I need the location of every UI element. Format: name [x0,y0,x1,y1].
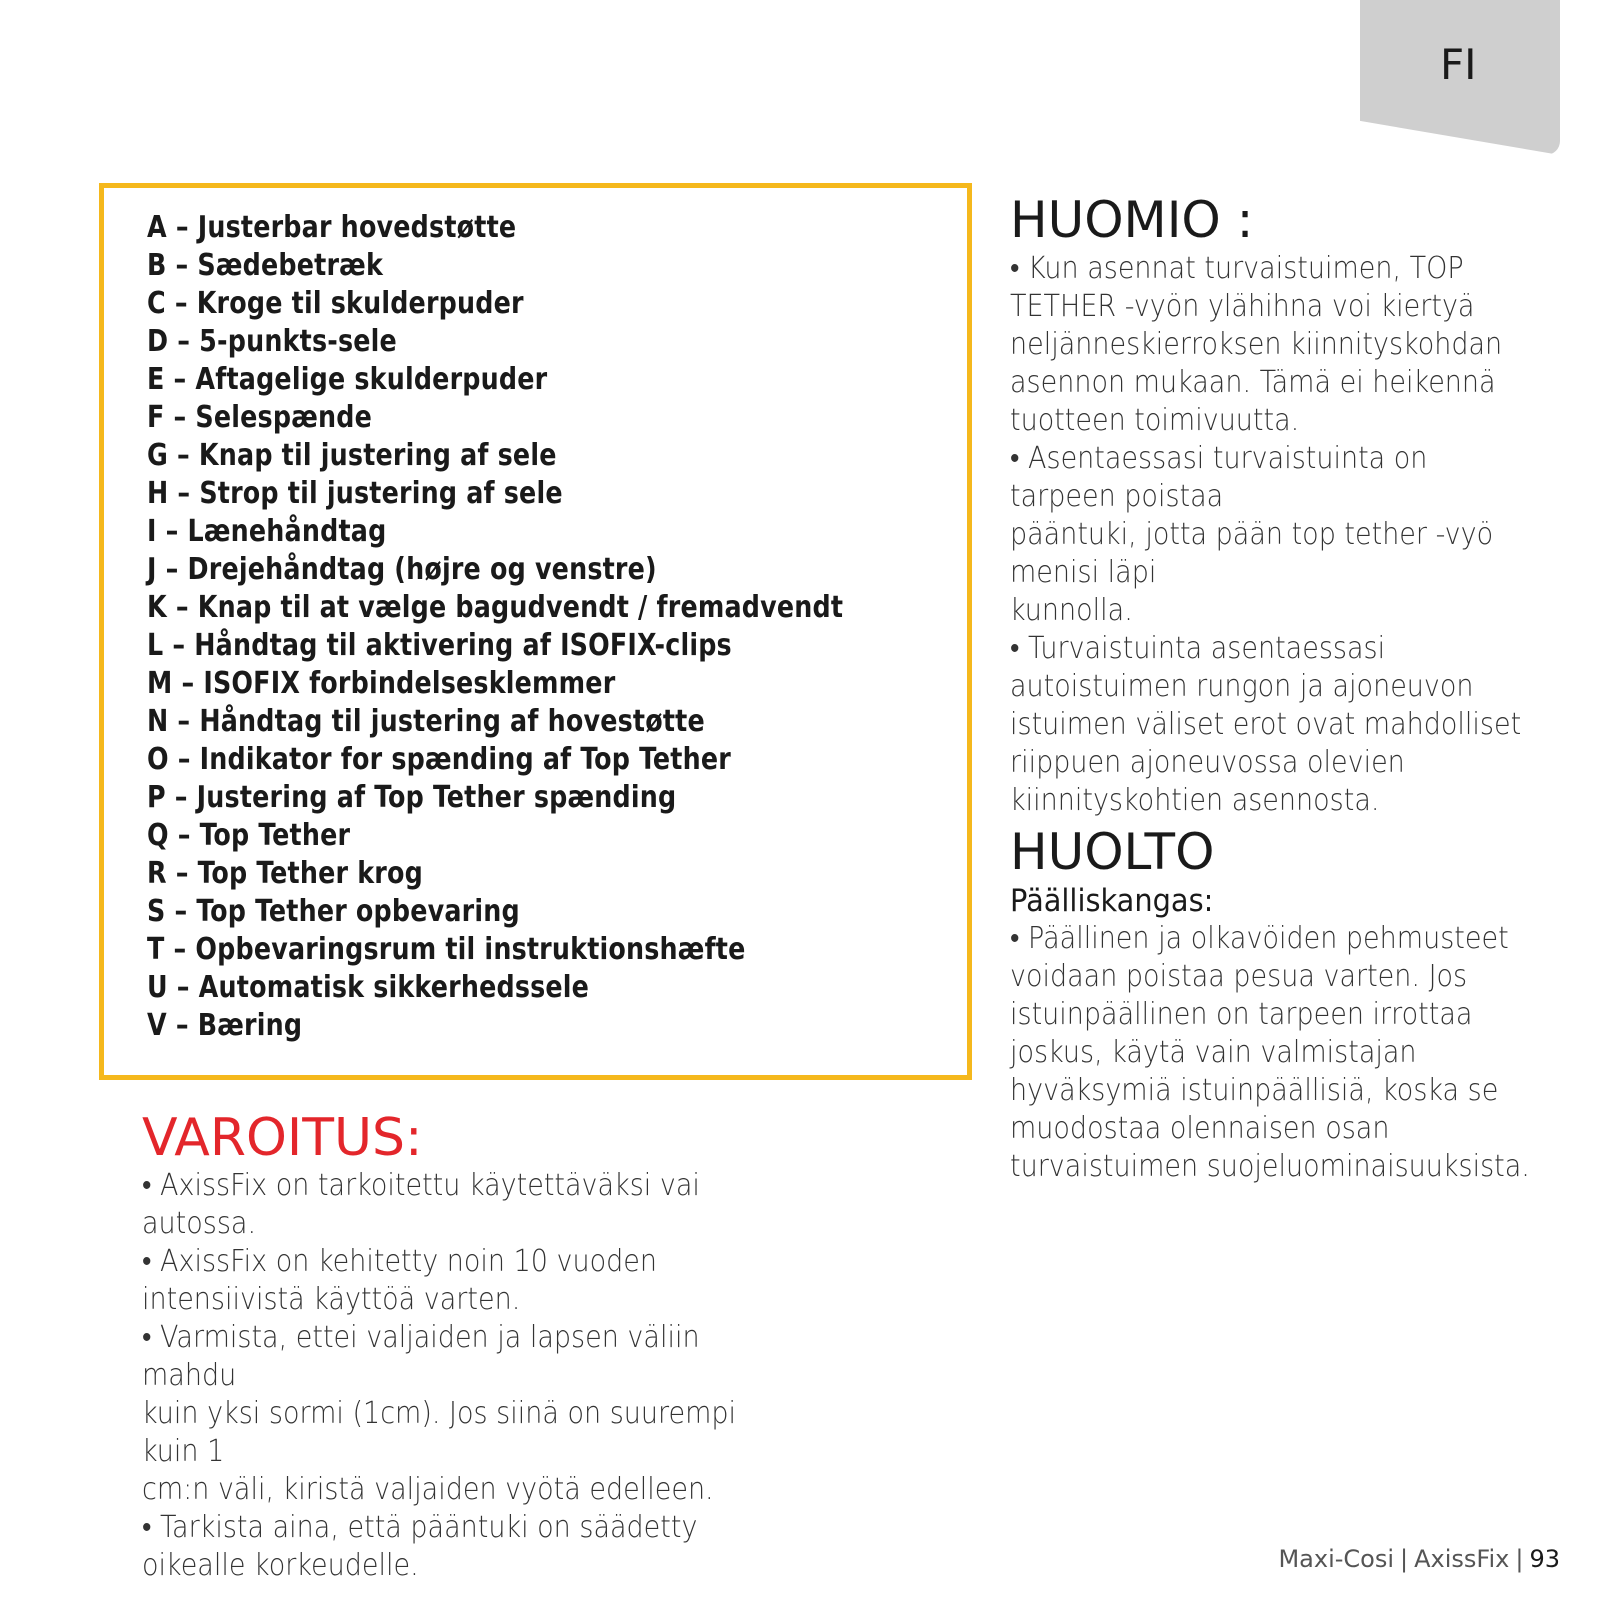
parts-list-item: J – Drejehåndtag (højre og venstre) [147,552,657,587]
parts-list-item: D – 5-punkts-sele [147,324,397,359]
footer-separator: | [1515,1545,1524,1573]
page-number: 93 [1529,1545,1560,1573]
parts-list-item: B – Sædebetræk [147,248,384,283]
parts-list-item: I – Lænehåndtag [147,514,387,549]
page-footer [1278,1545,1560,1573]
parts-list-item: R – Top Tether krog [147,856,423,891]
language-tab-label: FI [1440,40,1477,89]
parts-list-item: C – Kroge til skulderpuder [147,286,524,321]
parts-list-item: Q – Top Tether [147,818,351,853]
parts-list-item: M – ISOFIX forbindelsesklemmer [147,666,616,701]
parts-list-item: F – Selespænde [147,400,372,435]
parts-list-item: O – Indikator for spænding af Top Tether [147,742,731,777]
warning-title: VAROITUS: [142,1108,423,1168]
note-title: HUOMIO : [1010,191,1254,249]
parts-list-item: U – Automatisk sikkerhedssele [147,970,590,1005]
parts-list-item: N – Håndtag til justering af hovestøtte [147,704,705,739]
right-column [1010,190,1580,1186]
parts-list [147,209,888,1045]
footer-separator: | [1400,1545,1409,1573]
parts-list-item: T – Opbevaringsrum til instruktionshæfte [147,932,746,967]
parts-list-item: E – Aftagelige skulderpuder [147,362,548,397]
maintenance-title: HUOLTO [1010,823,1215,881]
parts-list-item: L – Håndtag til aktivering af ISOFIX-clips [147,628,732,663]
parts-list-item: V – Bæring [147,1008,303,1043]
parts-list-item: K – Knap til at vælge bagudvendt / fremadvendt [147,590,844,625]
parts-list-item: G – Knap til justering af sele [147,438,557,473]
parts-list-box [99,183,972,1080]
warning-text: • AxissFix on tarkoitettu käytettäväksi vai autossa. • AxissFix on kehitetty noin 10 vuoden intensiivistä käyttöä varten. • Varmista, ettei valjaiden ja lapsen väliin mahdu kuin yksi sormi (1cm). Jos siinä on suurempi kuin 1 cm:n väli, kiristä valjaiden vyötä edelleen. • Tarkista aina, että pääntuki on säädetty oikealle korkeudelle. [142,1168,737,1583]
footer-brand: Maxi-Cosi [1278,1545,1395,1573]
footer-product: AxissFix [1414,1545,1510,1573]
maintenance-text: • Päällinen ja olkavöiden pehmusteet voidaan poistaa pesua varten. Jos istuinpäällinen on tarpeen irrottaa joskus, käytä vain valmistajan hyväksymiä istuinpäällisiä, koska se muodostaa olennaisen osan turvaistuimen suojeluominaisuuksista. [1010,921,1530,1184]
note-text: • Kun asennat turvaistuimen, TOP TETHER -vyön ylähihna voi kiertyä neljänneskierroksen kiinnityskohdan asennon mukaan. Tämä ei heikennä tuotteen toimivuutta. • Asentaessasi turvaistuinta on tarpeen poistaa pääntuki, jotta pään top tether -vyö menisi läpi kunnolla. • Turvaistuinta asentaessasi autoistuimen rungon ja ajoneuvon istuimen väliset erot ovat mahdolliset riippuen ajoneuvossa olevien kiinnityskohtien asennosta. [1010,251,1522,818]
parts-list-item: A – Justerbar hovedstøtte [147,210,517,245]
parts-list-item: P – Justering af Top Tether spænding [147,780,677,815]
parts-list-item: H – Strop til justering af sele [147,476,563,511]
maintenance-subtitle: Päälliskangas: [1010,883,1214,919]
parts-list-item: S – Top Tether opbevaring [147,894,520,929]
